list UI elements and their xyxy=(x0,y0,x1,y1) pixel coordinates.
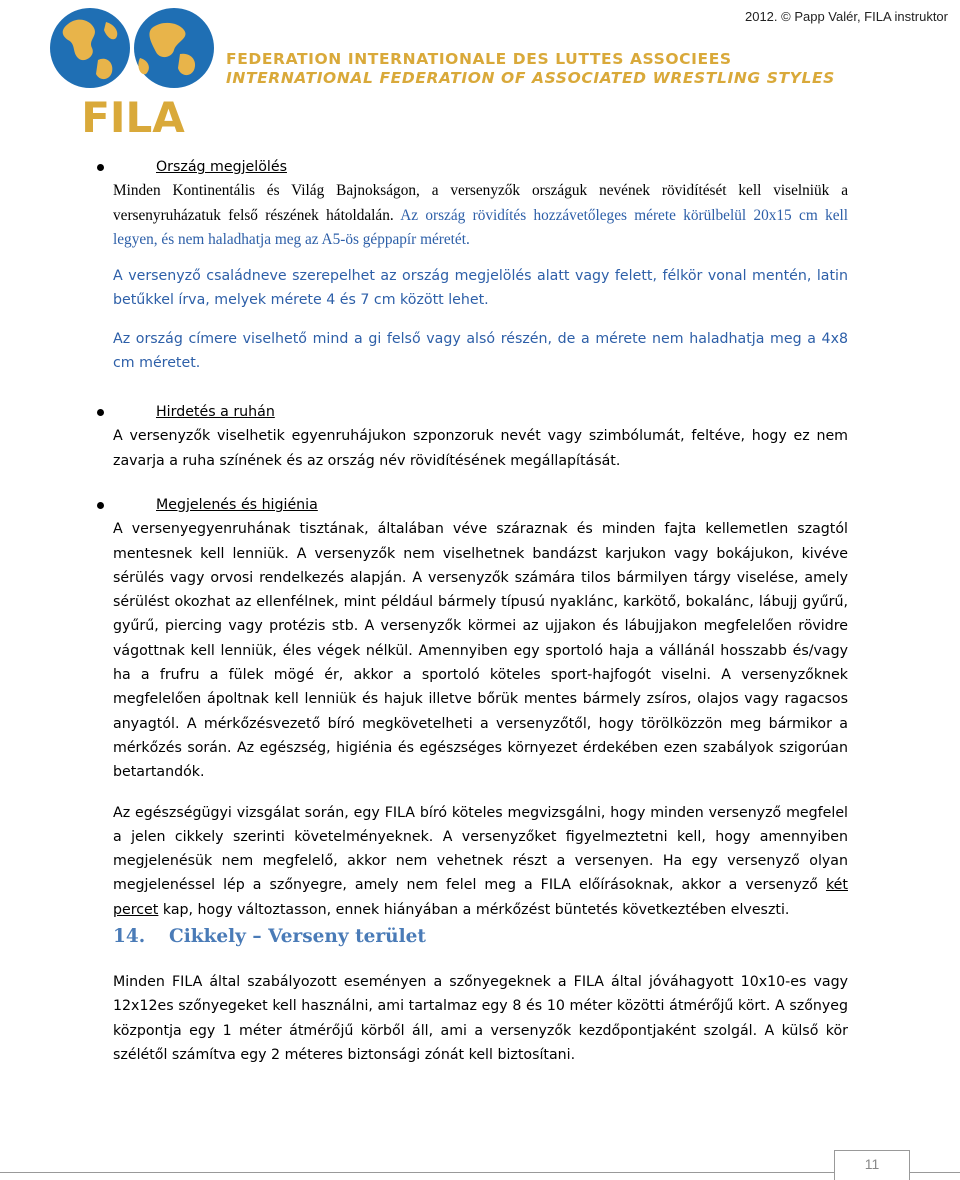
paragraph: Minden FILA által szabályozott eseményen a szőnyegeknek a FILA által jóváhagyott 10x10-es vagy 12x12es szőnyegeket kell használni, ami tartalmaz egy 8 és 10 méter közötti átmérőjű kört. A szőnyeg központja egy 1 méter átmérőjű körből áll, ami a versenyzők kezdőpontjaként szolgál. A külső kör szélétől számítva egy 2 méteres biztonsági zónát kell biztosítani. xyxy=(113,974,848,1063)
paragraph xyxy=(113,801,848,922)
article-title: Cikkely – Verseny terület xyxy=(169,926,426,947)
header-credit: 2012. © Papp Valér, FILA instruktor xyxy=(744,9,948,24)
article-number: 14. xyxy=(113,926,146,947)
paragraph: A versenyzők viselhetik egyenruhájukon szponzoruk nevét vagy szimbólumát, feltéve, hogy ez nem zavarja a ruha színének és az ország név rövidítésének megállapítását. xyxy=(113,428,848,469)
section-ads xyxy=(113,400,848,473)
text-run-underlined: két percet xyxy=(113,877,848,918)
footer-rule xyxy=(0,1172,960,1173)
text-run: kap, hogy változtasson, ennek hiányában a mérkőzést büntetés következtében elveszti. xyxy=(162,901,790,918)
org-title xyxy=(226,50,835,88)
fila-logo xyxy=(48,2,218,136)
paragraph: A versenyző családneve szerepelhet az ország megjelölés alatt vagy felett, félkör vonal mentén, latin betűkkel írva, melyek mérete 4 és 7 cm között lehet. xyxy=(113,268,848,309)
logo-text: FILA xyxy=(81,93,185,136)
heading-text: Megjelenés és higiénia xyxy=(156,497,318,513)
paragraph: A versenyegyenruhának tisztának, általában véve száraznak és minden fajta kellemetlen szagtól mentesnek kell lenniük. A versenyzők nem viselhetnek bandázst karjukon vagy bokájukon, kivéve sérülés vagy orvosi rendelkezés alapján. A versenyzők számára tilos bármilyen tárgy viselése, amely sérülést okozhat az ellenfélnek, mint például bármely típusú nyaklánc, karkötő, bokalánc, lábujj gyűrű, gyűrű, piercing vagy protézis stb. A versenyzők körmei az ujjakon és lábujjakon megfelelően rövidre vágottnak kell lenniük, éles végek nélkül. Amennyiben egy sportoló haja a vállánál hosszabb és/vagy ha a frufru a fülek mögé ér, akkor a sportoló köteles sport-hajfogót viselni. A versenyzőknek megfelelően ápoltnak kell lenniük és hajuk illetve bőrük mentes bármely zsíros, olajos vagy ragacsos anyagtól. A mérkőzésvezető bíró megkövetelheti a versenyzőtől, hogy törölközzön meg bármikor a mérkőzés során. Az egészség, higiénia és egészséges környezet érdekében ezen szabályok szigorúan betartandók. xyxy=(113,521,848,781)
org-line-english: INTERNATIONAL FEDERATION OF ASSOCIATED WRESTLING STYLES xyxy=(226,69,835,87)
text-run: Az egészségügyi vizsgálat során, egy FILA bíró köteles megvizsgálni, hogy minden versenyző megfelel a jelen cikkely szerinti követelményeknek. A versenyzőket figyelmeztetni kell, hogy amennyiben megjelenésük nem megfelelő, akkor nem vehetnek részt a versenyen. Ha egy versenyző olyan megjelenéssel lép a szőnyegre, amely nem felel meg a FILA előírásoknak, akkor a versenyző xyxy=(113,804,848,894)
heading-text: Hirdetés a ruhán xyxy=(156,404,275,420)
bullet-heading xyxy=(113,155,848,179)
bullet-dot xyxy=(97,502,104,509)
heading-text: Ország megjelölés xyxy=(156,159,287,175)
bullet-dot xyxy=(97,164,104,171)
bullet-heading xyxy=(113,400,848,424)
section-article-14 xyxy=(113,926,848,947)
text-run: Minden Kontinentális és Világ Bajnokságon, a versenyzők országuk nevének rövidítését kell viselniük a versenyruházatuk felső részének hátoldalán. xyxy=(113,182,848,224)
org-line-french: FEDERATION INTERNATIONALE DES LUTTES ASSOCIEES xyxy=(226,50,732,68)
section-country xyxy=(113,155,848,375)
paragraph: Az ország címere viselhető mind a gi felső vagy alsó részén, de a mérete nem haladhatja meg a 4x8 cm méretet. xyxy=(113,330,848,372)
section-hygiene xyxy=(113,493,848,922)
bullet-dot xyxy=(97,409,104,416)
section-article-14-body xyxy=(113,970,848,1067)
page-number: 11 xyxy=(834,1150,910,1180)
article-heading xyxy=(113,926,848,947)
bullet-heading xyxy=(113,493,848,517)
text-run-blue: Az ország rövidítés hozzávetőleges mérete körülbelül 20x15 cm kell legyen, és nem haladhatja meg az A5-ös géppapír méretét. xyxy=(113,206,849,248)
paragraph xyxy=(113,179,848,252)
